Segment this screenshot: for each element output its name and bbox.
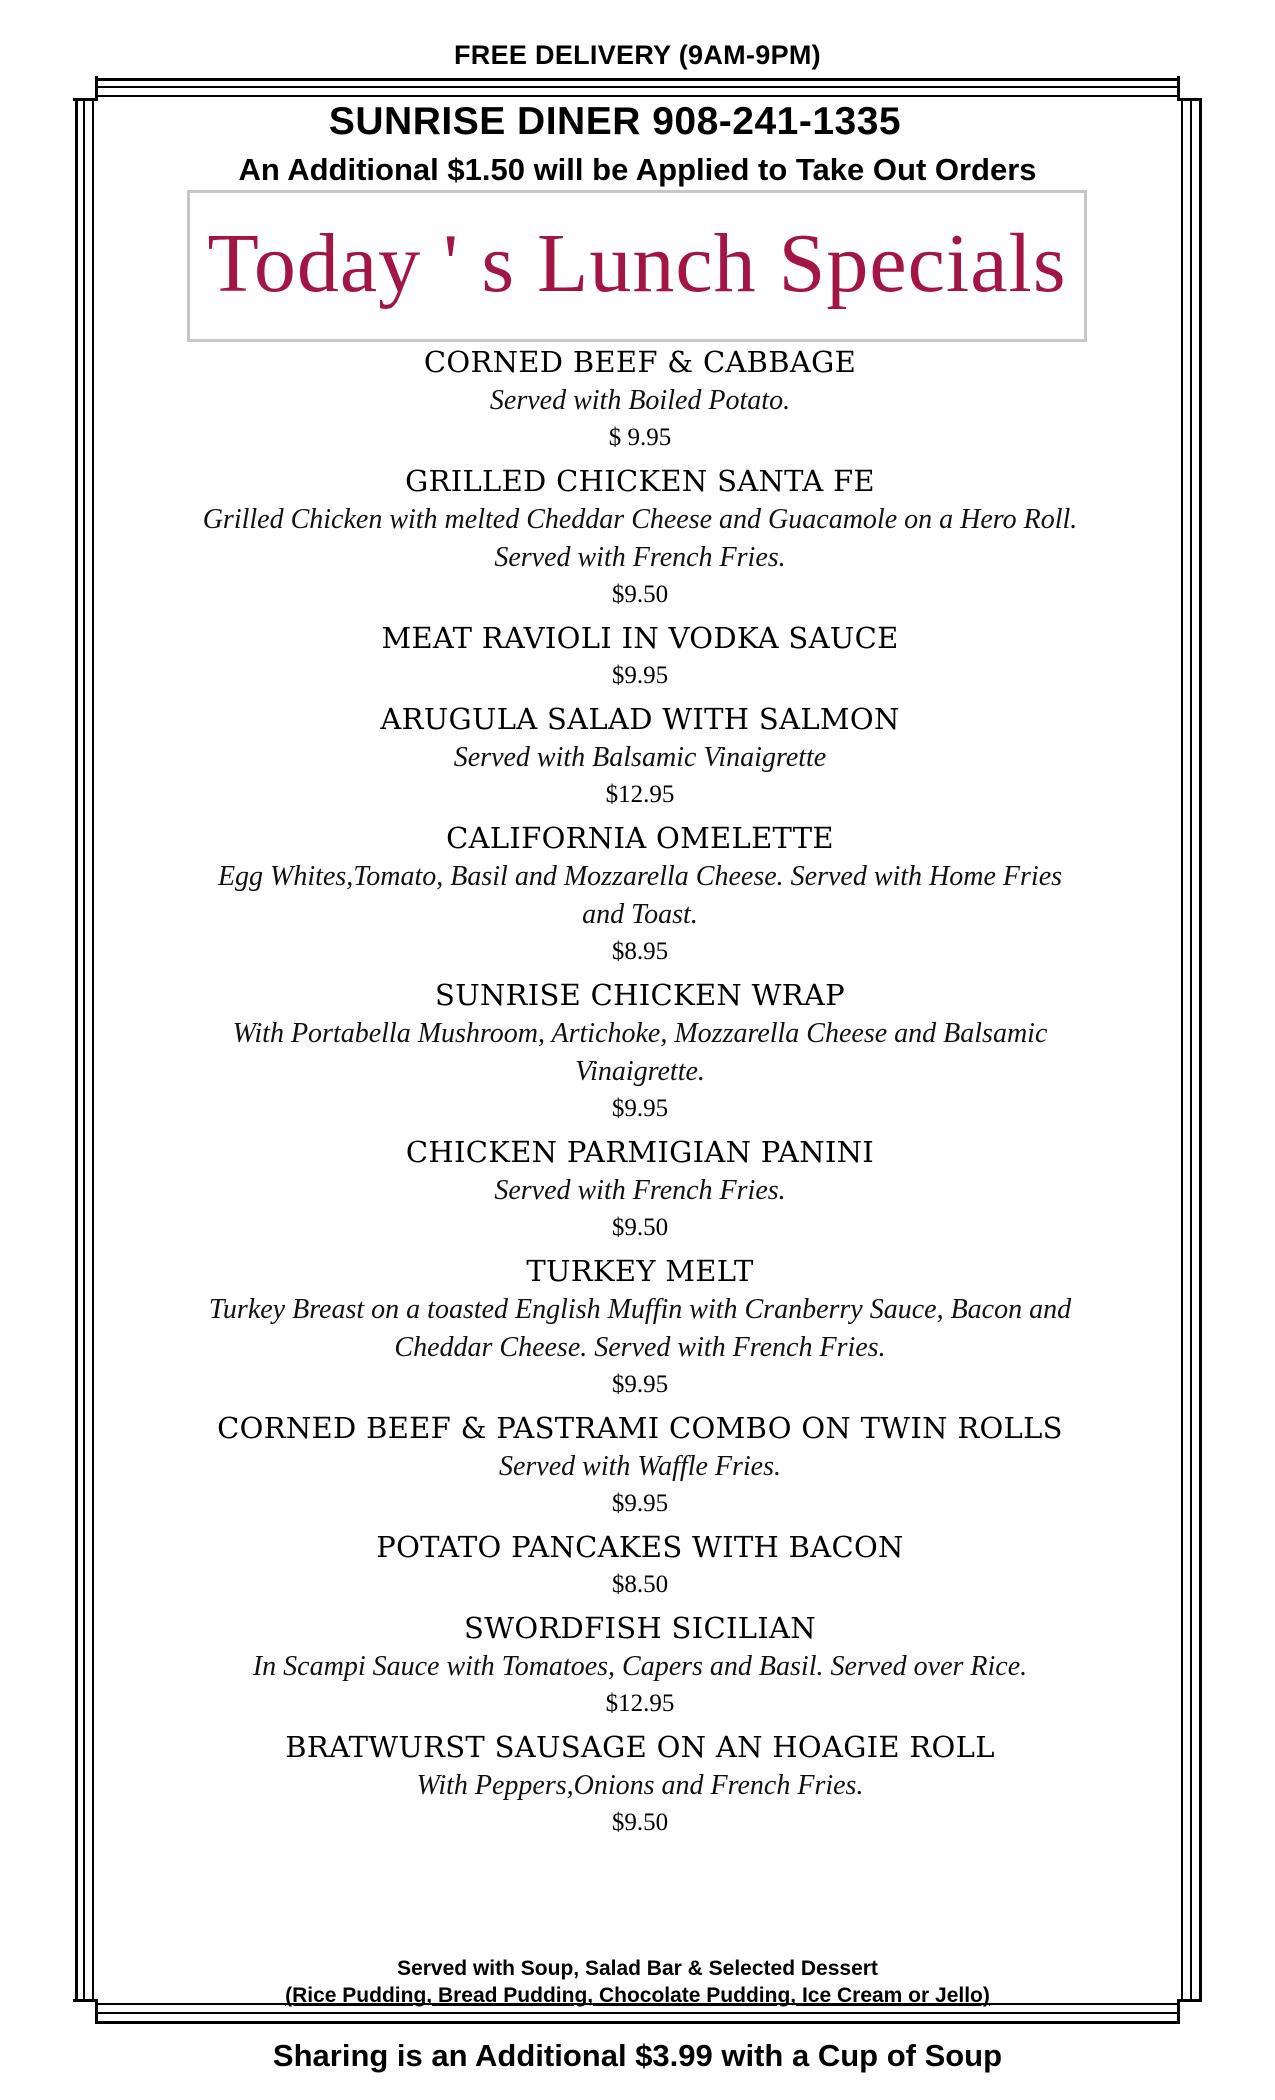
takeout-notice: An Additional $1.50 will be Applied to Take Out Orders — [238, 152, 1037, 187]
menu-item-description: Turkey Breast on a toasted English Muffin with Cranberry Sauce, Bacon and Cheddar Cheese. Served with French Fries. — [208, 1294, 1072, 1363]
menu-item-price: $8.95 — [611, 938, 669, 965]
menu-item-name: SWORDFISH SICILIAN — [464, 1611, 816, 1645]
menu-item-description: With Peppers,Onions and French Fries. — [416, 1770, 864, 1801]
frame-corner-top-right — [1177, 76, 1202, 101]
menu-item-name: MEAT RAVIOLI IN VODKA SAUCE — [381, 621, 899, 655]
specials-list — [120, 342, 1160, 1840]
menu-item — [120, 461, 1160, 612]
menu-item-name: TURKEY MELT — [526, 1254, 754, 1288]
dessert-options-note — [0, 1982, 1275, 2009]
menu-item-price: $9.95 — [611, 1095, 669, 1122]
menu-item-description: Served with French Fries. — [494, 1175, 786, 1206]
diner-name: SUNRISE DINER 908-241-1335 — [328, 100, 902, 143]
menu-item — [120, 342, 1160, 455]
menu-item-name: ARUGULA SALAD WITH SALMON — [380, 702, 900, 736]
menu-item-description: Served with Balsamic Vinaigrette — [453, 742, 827, 773]
menu-item-price: $12.95 — [605, 781, 675, 808]
menu-item — [120, 1132, 1160, 1245]
menu-item-description: Egg Whites,Tomato, Basil and Mozzarella Cheese. Served with Home Fries and Toast. — [217, 861, 1063, 930]
menu-item-name: POTATO PANCAKES WITH BACON — [376, 1530, 904, 1564]
page-title: Today ' s Lunch Specials — [207, 216, 1067, 310]
delivery-notice: FREE DELIVERY (9AM-9PM) — [454, 40, 821, 70]
menu-item-name: BRATWURST SAUSAGE ON AN HOAGIE ROLL — [285, 1730, 995, 1764]
menu-item — [120, 1251, 1160, 1402]
menu-item-price: $9.95 — [611, 1371, 669, 1398]
menu-item — [120, 818, 1160, 969]
menu-item-description: Served with Waffle Fries. — [498, 1451, 782, 1482]
menu-item-description: In Scampi Sauce with Tomatoes, Capers and Basil. Served over Rice. — [252, 1651, 1028, 1682]
menu-item — [120, 1408, 1160, 1521]
dessert-options-text: (Rice Pudding, Bread Pudding, Chocolate Pudding, Ice Cream or Jello) — [285, 1984, 990, 2007]
menu-item-description: With Portabella Mushroom, Artichoke, Mozzarella Cheese and Balsamic Vinaigrette. — [232, 1018, 1048, 1087]
menu-item-price: $9.50 — [611, 1214, 669, 1241]
menu-item — [120, 1727, 1160, 1840]
menu-item — [120, 699, 1160, 812]
sharing-note: Sharing is an Additional $3.99 with a Cup of Soup — [272, 2038, 1003, 2073]
menu-item-description: Grilled Chicken with melted Cheddar Cheese and Guacamole on a Hero Roll. Served with French Fries. — [202, 504, 1078, 573]
menu-item-price: $ 9.95 — [608, 424, 672, 451]
menu-item-name: CORNED BEEF & CABBAGE — [423, 345, 857, 379]
menu-item-price: $9.95 — [611, 1490, 669, 1517]
menu-item — [120, 1527, 1160, 1602]
menu-item-name: CHICKEN PARMIGIAN PANINI — [405, 1135, 875, 1169]
menu-item — [120, 1608, 1160, 1721]
menu-item-name: CALIFORNIA OMELETTE — [446, 821, 834, 855]
menu-item-description: Served with Boiled Potato. — [489, 385, 791, 416]
menu-item — [120, 975, 1160, 1126]
served-with-note: Served with Soup, Salad Bar & Selected Dessert — [397, 1957, 878, 1980]
frame-corner-top-left — [73, 76, 98, 101]
menu-item-name: CORNED BEEF & PASTRAMI COMBO ON TWIN ROLLS — [217, 1411, 1063, 1445]
menu-item-name: GRILLED CHICKEN SANTA FE — [405, 464, 875, 498]
menu-item-name: SUNRISE CHICKEN WRAP — [435, 978, 845, 1012]
menu-item-price: $8.50 — [611, 1571, 669, 1598]
menu-item-price: $9.50 — [611, 581, 669, 608]
title-box — [187, 190, 1087, 342]
menu-item-price: $9.95 — [611, 662, 669, 689]
menu-item-price: $12.95 — [605, 1690, 675, 1717]
menu-item-price: $9.50 — [611, 1809, 669, 1836]
menu-item — [120, 618, 1160, 693]
